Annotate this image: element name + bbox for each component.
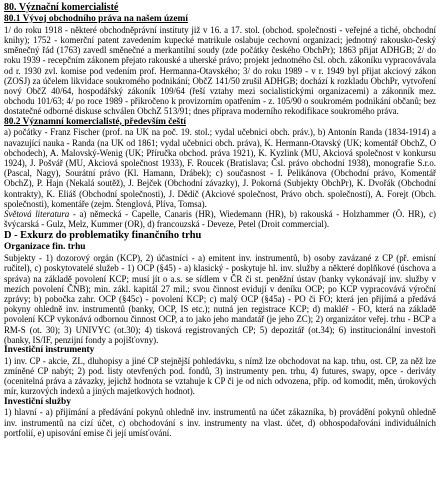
paragraph-legal-history: 1/ do roku 1918 - některé obchodněprávní instituty již v 16. a 17. stol. (obchod. společnosti - veřejné a tiché, obchodní knihy); 1752 - komerční patent zavedením kupecké matrikule oslabuje cechovní organizaci; jednotný rakousko-český směnečný řád (1763) zavedl směnečné a merkantilní soudy (zde počátky českého ObchPr); 1863 přijat ADHGB; 2/ do roku 1939 - recepčním zákonem přejato rakouské a uherské právo; projekt jednotného čsl. obch. zákoníku vypracovávala od r. 1930 zvl. komise pod vedením prof. Hermanna-Otavského; 3/ do roku 1989 - v r. 1949 byl přijat akciový zákon (ZOSJ) za účelem likvidace soukromého podnikání; ObčZ 141/50 zrušil ADHGB; dochází k rozkladu ObchPr, vytvoření nový ObčZ 40/64, hospodářský zákoník 109/64 (řeší vztahy mezi socialistickými organizacemi) a zákonník mez. obchodu 101/63; 4/ po roce 1989 - přikročeno k provizorním opatřením - z. 105/90 o soukromém podnikání občanů; bez dostatečné odborné diskuse schválen ObchZ 513/91; dnes příprava moderního rekodifikace soukromého práva. bbox=[4, 24, 436, 117]
paragraph-world-literature bbox=[4, 209, 436, 229]
subsection-heading-80-1: 80.1 Vývoj obchodního práva na našem území bbox=[4, 14, 188, 24]
heading-investment-services: Investiční služby bbox=[4, 396, 71, 407]
paragraph-market-organization: Subjekty - 1) dozorový orgán (KCP), 2) účastníci - a) emitent inv. instrumentů, b) osoby zavázané z CP (př. emisní ručitel), c) poskytovatelé služeb - 1) OCP (§45) - a) klasický - poskytuje hl. inv. služby a některé doplňkové (úschova a správa) na základě povolení KCP; musí jít o a.s. se sídlem v ČR či st. peněžní ústav (banky vykonávají inv. služby v mezích povolení ČNB); min. zákl. kapitál 27 mil.; svou činnost evidují v deníku OCP; po KCP vypracovává výroční zprávy; b) pobočka zahr. OCP (§45c) - povolení KCP; c) malý OCP (§45a) - PO či FO; která jen přijímá a předává pokyny ohledně inv. instrumentů (banky, OCP, IS etc.); nutná jen registrace KCP; d) makléř - FO, která na základě povolení KCP vykonává odbornou činnost OCP, a to jako jeho mandatář (je jeho ZC); 2) organizátor veřej. trhu - BCP a RM-S (ot. 30); 3) UNIVYC (ot.30); 4) tisková registrovaných CP; 5) depozitář (ot.34); 6) institucionální investoři (banky, IS/IF, penzijní fondy a pojišťovny). bbox=[4, 253, 436, 345]
section-title: 80. Význační komercialisté bbox=[4, 2, 119, 13]
world-literature-text: - a) německá - Capelle, Canaris (HR), Wiedemann (HR), b) rakouská - Holzhammer (Ö. HR), c) švýcarská - Gulz, Melz, Kummer (OR), d) francouzská - Deveze, Petel (Droit commercial). bbox=[4, 209, 436, 230]
world-literature-label: Světová literatura bbox=[4, 209, 70, 220]
chapter-heading-d: D - Exkurz do problematiky finančního trhu bbox=[4, 230, 202, 242]
subsection-heading-80-2: 80.2 Významní komercialisté, především čeští bbox=[4, 116, 186, 127]
heading-market-organization: Organizace fin. trhu bbox=[4, 242, 86, 253]
paragraph-investment-services: 1) hlavní - a) přijímání a předávání pokynů ohledně inv. instrumentů na účet zákazníka, b) provádění pokynů ohledně inv. instrumentů na cizí účet, c) obchodování s inv. instrumenty na vlast. účet, d) obhospodařování individuálních portfolií, e) upisování emise či její umísťování. bbox=[4, 407, 436, 438]
paragraph-investment-instruments: 1) inv. CP - akcie, ZL, dluhopisy a jiné CP stejnější pohledávku, s nímž lze obchodovat na kap. trhu, ost. CP, za něž lze zmíněné CP nabýt; 2) pod. listy otevřených pod. fondů, 3) instrumenty pen. trhu, 4) futures, swapy, opce - deriváty (ocenitelná práva a závazky, jejichž hodnota se vztahuje k CP či je od nich odvozena, příp. od komodit, měn, úrokových mír, kurzových indexů a jiných majetkových hodnot). bbox=[4, 355, 436, 397]
heading-investment-instruments: Investiční instrumenty bbox=[4, 345, 95, 356]
paragraph-commercialists: a) počátky - Franz Fischer (prof. na UK na poč. 19. stol.; vydal učebnici obch. práv.), b) Antonín Randa (1834-1914) a navazující nauka - Randa (na UK od 1861; vydal učebnici obch. práva), K. Hermann-Otavský (UK; komentář ObchZ, O obchodech), A. Malovský-Wenig (UK; Příručka obchod. práva 1921), K. Kyzlink (MU, Akciová společnost v konkursu 1924), J. Pošvář (MU, Akciová společnost 1933), F. Roucek (Bratislava; Čsl. právo obchodní 1938), monografie S.r.o. (Pascal, Nagy), Sourátní právo (Kl. Hamann, Drábek); c) současnost - I. Pelikánova (Obchodní právo, Komentář ObchZ), P. Hajn (Nekalá soutěž), J. Bejček (Obchodní závazky), J. Pokorná (Subjekty ObchPr), K. Dvořák (Obchodní kontrakty), K. Eliáš (Obchodní společnosti), J. Dědič (Akciové společnost, Právo obch. společností), A. Forejt (Obch. společnosti), komentáře (zejm. Štenglová, Plíva, Tomsa). bbox=[4, 127, 436, 209]
